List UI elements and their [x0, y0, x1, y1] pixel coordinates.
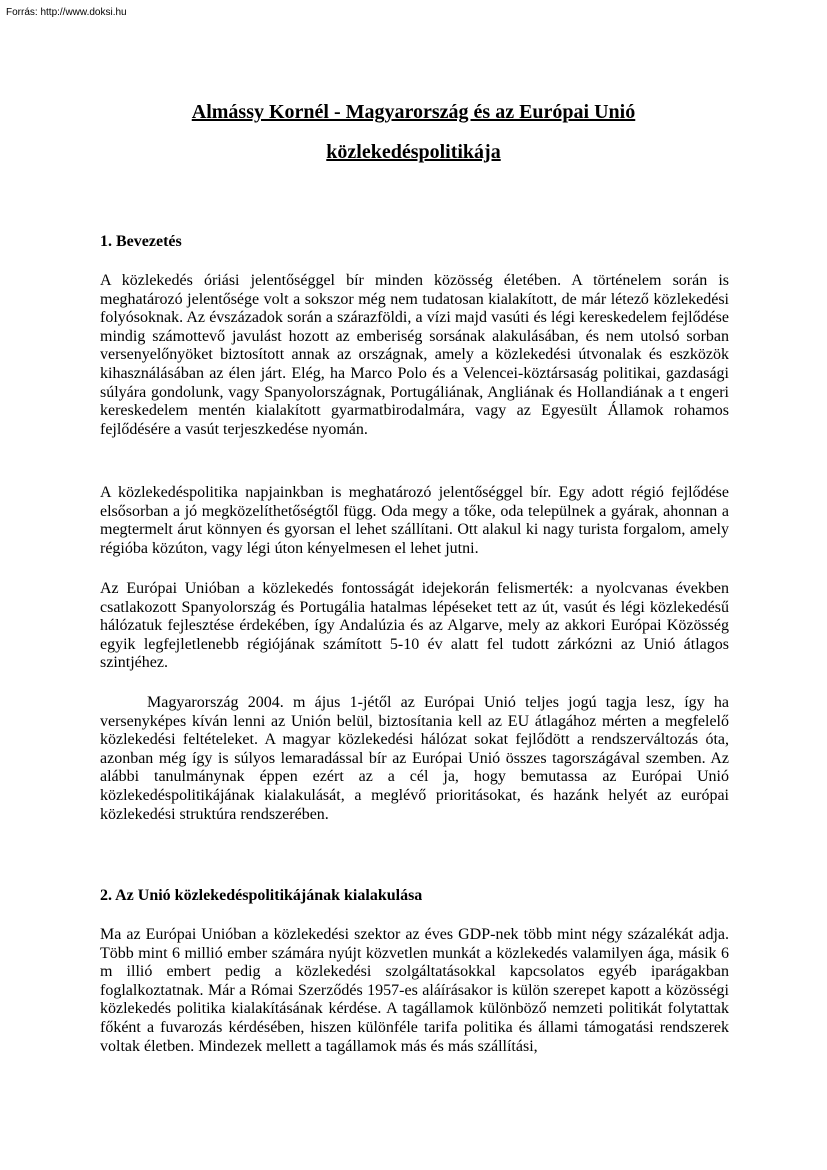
section-1-paragraph-2: A közlekedéspolitika napjainkban is meghatározó jelentőséggel bír. Egy adott régió fejlődése elsősorban a jó megközelíthetőségtől függ. Oda megy a tőke, oda települnek a gyárak, ahonnan a megtermelt árut könnyen és gyorsan el lehet szállítani. Ott alakul ki nagy turista forgalom, amely régióba közúton, vagy légi úton kényelmesen el lehet jutni. [100, 484, 729, 557]
section-2-paragraph-1: Ma az Európai Unióban a közlekedési szektor az éves GDP-nek több mint négy százalékát adja. Több mint 6 millió ember számára nyújt közvetlen munkát a közlekedés valamilyen ága, másik 6 m illió embert pedig a közlekedési szolgáltatásokkal kapcsolatos egyéb iparágakban foglalkoztatnak. Már a Római Szerződés 1957-es aláírásakor is külön szerepet kapott a közösségi közlekedés politika kialakításának kérdése. A tagállamok különböző nemzeti politikát folytattak főként a fuvarozás kérdésében, hiszen különféle tarifa politika és állami támogatási rendszerek voltak életben. Mindezek mellett a tagállamok más és más szállítási, [100, 926, 729, 1055]
section-1-heading: 1. Bevezetés [100, 233, 182, 250]
document-title-line-1: Almássy Kornél - Magyarország és az Európai Unió [191, 101, 636, 123]
source-note: Forrás: http://www.doksi.hu [6, 7, 127, 18]
section-1-paragraph-3: Az Európai Unióban a közlekedés fontosságát idejekorán felismerték: a nyolcvanas években csatlakozott Spanyolország és Portugália hatalmas lépéseket tett az út, vasút és légi közlekedésű hálózatuk fejlesztése érdekében, így Andalúzia és az Algarve, mely az akkori Európai Közösség egyik legfejletlenebb régiójának számított 5-10 év alatt fel tudott zárkózni az Unió átlagos szintjéhez. [100, 580, 729, 672]
section-1-paragraph-1: A közlekedés óriási jelentőséggel bír minden közösség életében. A történelem során is meghatározó jelentősége volt a sokszor még nem tudatosan kialakított, de már létező közlekedési folyósoknak. Az évszázadok során a szárazföldi, a vízi majd vasúti és légi kereskedelem fejlődése mindig számottevő javulást hozott az emberiség sorsának alakulásában, és nem utolsó sorban versenyelőnyöket biztosított annak az országnak, amely a közlekedési útvonalak és eszközök kihasználásában az élen járt. Elég, ha Marco Polo és a Velencei-köztársaság politikai, gazdasági súlyára gondolunk, vagy Spanyolországnak, Portugáliának, Angliának és Hollandiának a t engeri kereskedelem mentén kialakított gyarmatbirodalmára, vagy az Egyesült Államok rohamos fejlődésére a vasút terjeszkedése nyomán. [100, 272, 729, 438]
document-title-line-2: közlekedéspolitikája [326, 141, 501, 163]
section-1-paragraph-4: Magyarország 2004. m ájus 1-jétől az Európai Unió teljes jogú tagja lesz, így ha versenyképes kíván lenni az Unión belül, biztosítania kell az EU átlagához mérten a megfelelő közlekedési feltételeket. A magyar közlekedési hálózat sokat fejlődött a rendszerváltozás óta, azonban még így is súlyos lemaradással bír az Európai Unió összes tagországával szemben. Az alábbi tanulmánynak éppen ezért az a cél ja, hogy bemutassa az Európai Unió közlekedéspolitikájának kialakulását, a meglévő prioritásokat, és hazánk helyét az európai közlekedési struktúra rendszerében. [100, 694, 729, 823]
section-2-heading: 2. Az Unió közlekedéspolitikájának kialakulása [100, 887, 423, 904]
